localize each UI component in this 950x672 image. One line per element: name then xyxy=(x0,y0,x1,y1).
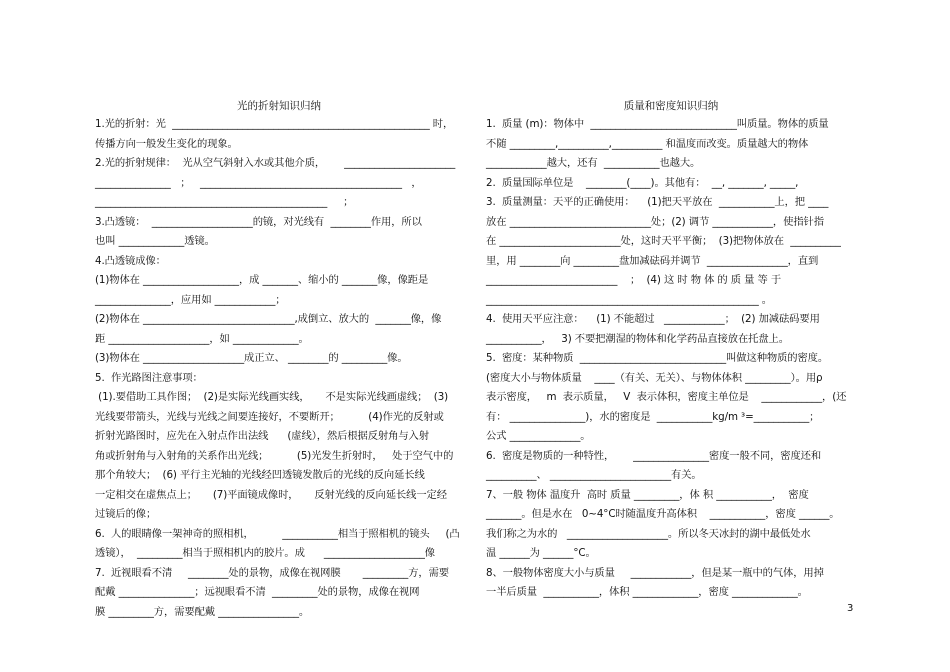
left-text-line: 透镜）， _________相当于照相机内的胶片。成 ____________________像 xyxy=(95,547,435,559)
right-text-line: 2. 质量国际单位是 ________(____)。其他有： __, _______, _____, xyxy=(486,176,799,189)
left-text-line: 光线要带箭头，光线与光线之间要连接好，不要断开； (4)作光的反射或 xyxy=(95,410,444,423)
left-text-line: (1).要借助工具作图； (2)是实际光线画实线， 不是实际光线画虚线； (3) xyxy=(95,391,449,403)
left-text-line: 距 ____________________，如 _____________。 xyxy=(95,332,309,345)
right-text-line: 温 ______为 ______°C。 xyxy=(486,547,596,559)
right-text-line: 放在 ____________________________处；(2) 调节 ____________，使指针指 xyxy=(486,215,824,228)
left-text-line: 1.光的折射：光 ___________________________________________________ 时， xyxy=(95,118,454,130)
left-text-line: 3.凸透镜： ____________________的镜，对光线有 ________作用，所以 xyxy=(95,215,422,228)
left-text-line: 折射光路图时，应先在入射点作出法线 (虚线），然后根据反射角与入射 xyxy=(95,430,429,442)
left-text-line: 5. 作光路图注意事项： xyxy=(95,371,203,384)
right-text-line: 在 ________________________处，这时天平平衡； (3)把物体放在 __________ xyxy=(486,235,841,247)
left-text-line: (3)物体在 ____________________成正立、 ________的 _________像。 xyxy=(95,352,408,364)
left-text-line: 4.凸透镜成像： xyxy=(95,254,166,267)
left-text-line: 过镜后的像； xyxy=(95,508,157,520)
right-section-title: 质量和密度知识归纳 xyxy=(623,100,719,112)
left-text-line: 膜 _________方，需要配戴 ________________。 xyxy=(95,605,310,618)
right-text-line: 不随 _________,__________,__________ 和温度而改变。质量越大的物体 xyxy=(486,137,809,150)
right-text-line: ____________越大，还有 ___________也越大。 xyxy=(486,157,701,169)
right-text-line: 4. 使用天平应注意： (1) 不能超过 ____________； (2) 加减砝码要用 xyxy=(486,313,820,325)
right-text-block xyxy=(486,115,856,603)
right-text-line: 我们称之为水的 ____________________。所以冬天冰封的湖中最低处水 xyxy=(486,527,811,540)
left-text-block xyxy=(95,115,463,622)
left-text-line: 也叫 _____________透镜。 xyxy=(95,235,215,247)
right-column-mass-density xyxy=(486,97,856,603)
left-section-title: 光的折射知识归纳 xyxy=(237,100,321,112)
page-number: 3 xyxy=(847,603,854,614)
right-text-line: 有： _______________)，水的密度是 ___________kg/m ³=___________； xyxy=(486,410,820,423)
right-text-line: ______________________________________________________ 。 xyxy=(486,293,772,306)
right-text-line: 7、一般 物体 温度升 高时 质量 _________，体 积 ___________， 密度 xyxy=(486,488,809,501)
right-text-line: (密度大小与物体质量 ____（有关、无关）、与物体体积 _________）。用ρ xyxy=(486,371,823,384)
left-text-line: 配戴 _______________；远视眼看不清 _________处的景物，成像在视网 xyxy=(95,586,420,598)
left-text-line: 6. 人的眼睛像一架神奇的照相机， ___________相当于照相机的镜头 (凸 xyxy=(95,527,460,540)
left-text-line: 2.光的折射规律： 光从空气斜射入水或其他介质， ______________________ xyxy=(95,157,456,169)
left-text-line: 角或折射角与入射角的关系作出光线； (5)光发生折射时， 处于空气中的 xyxy=(95,449,454,462)
left-text-line: 传播方向一般发生变化的现象。 xyxy=(95,137,238,150)
left-column-optics xyxy=(95,97,463,622)
right-text-line: 一半后质量 ___________，体积 _____________，密度 _____________。 xyxy=(486,586,808,598)
left-text-line: (1)物体在 ___________________，成 _______、缩小的 _______像，像距是 xyxy=(95,274,429,286)
left-text-line: (2)物体在 ______________________________,成倒立、放大的 _______像，像 xyxy=(95,313,442,325)
left-text-line: 那个角较大； (6) 平行主光轴的光线经凹透镜发散后的光线的反向延长线 xyxy=(95,469,425,481)
left-text-line: _______________ ； ________________________________________ ， xyxy=(95,176,422,189)
right-text-line: 5. 密度：某种物质 _____________________________叫做这种物质的密度。 xyxy=(486,352,829,364)
right-text-line: 8、一般物体密度大小与质量 ____________，但是某一瓶中的气体，用掉 xyxy=(486,566,824,579)
right-text-line: 表示密度， m 表示质量， V 表示体积，密度主单位是 ____________，(还 xyxy=(486,391,847,403)
left-text-line: ______________________________________________ ； xyxy=(95,196,354,208)
left-text-line: _______________，应用如 ____________； xyxy=(95,293,286,306)
right-text-line: __________________________ ； (4) 这 时 物 体 的 质 量 等 于 xyxy=(486,274,782,286)
right-text-line: ___________， 3) 不要把潮湿的物体和化学药品直接放在托盘上。 xyxy=(486,332,789,345)
right-text-line: 3. 质量测量：天平的正确使用： (1)把天平放在 ___________上，把 ____ xyxy=(486,196,829,208)
left-text-line: 一定相交在虚焦点上； (7)平面镜成像时， 反射光线的反向延长线一定经 xyxy=(95,488,447,501)
right-text-line: 公式 ______________。 xyxy=(486,430,591,442)
right-text-line: __________、 ________________________有关。 xyxy=(486,469,702,481)
right-text-line: 1. 质量 (m)：物体中 _____________________________叫质量。物体的质量 xyxy=(486,118,829,130)
right-text-line: 6. 密度是物质的一种特性， _______________密度一般不同，密度还和 xyxy=(486,449,822,462)
left-text-line: 7. 近视眼看不清 ________处的景物，成像在视网膜 _________方，需要 xyxy=(95,566,450,579)
right-text-line: _______。但是水在 0~4°C时随温度升高体积 ___________，密度 ______。 xyxy=(486,508,840,520)
right-text-line: 里，用 ________向 _________盘加减砝码并调节 ________________，直到 xyxy=(486,254,819,267)
